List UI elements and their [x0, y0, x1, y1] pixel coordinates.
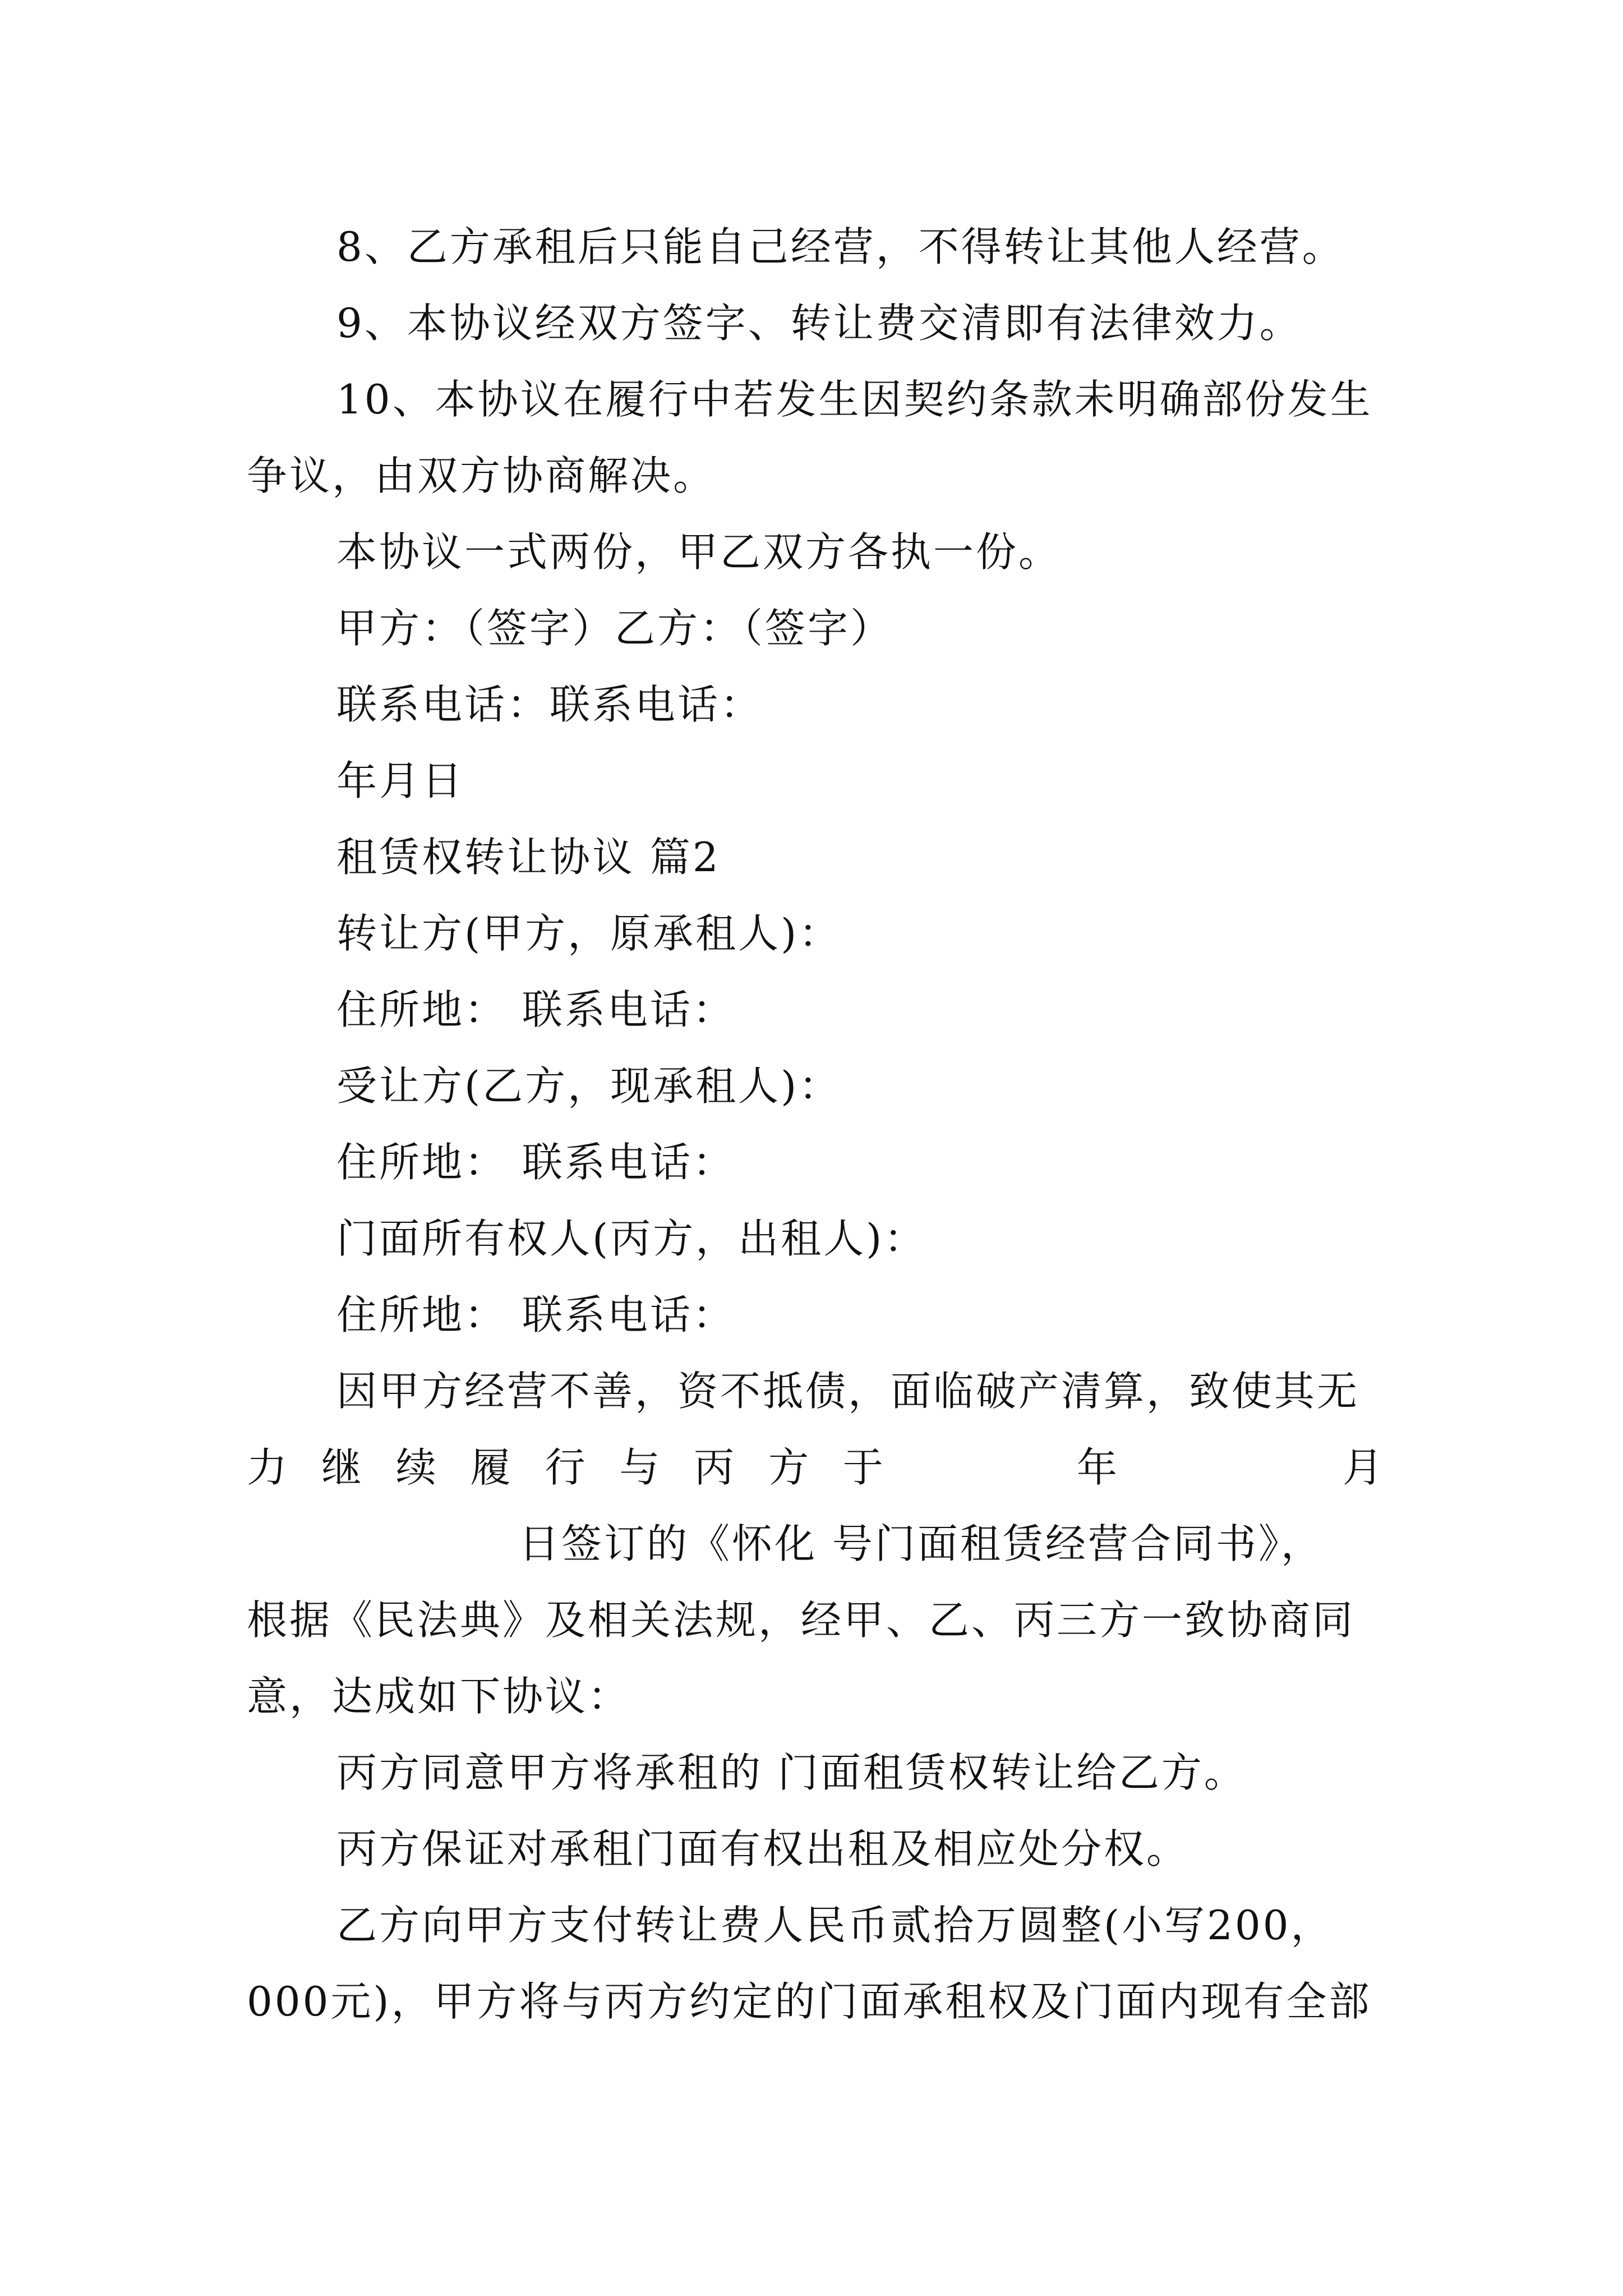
- char: 履: [470, 1444, 513, 1491]
- char: 丙: [694, 1444, 737, 1491]
- char: 与: [619, 1444, 662, 1491]
- char: 力: [247, 1444, 290, 1491]
- copies-statement: 本协议一式两份，甲乙双方各执一份。: [336, 528, 1062, 576]
- char: 月: [1342, 1444, 1385, 1491]
- article-2: 丙方保证对承租门面有权出租及相应处分权。: [336, 1825, 1189, 1872]
- preamble-line-1: 因甲方经营不善，资不抵债，面临破产清算，致使其无: [336, 1368, 1360, 1415]
- char: 行: [545, 1444, 588, 1491]
- clause-8: 8、乙方承租后只能自己经营，不得转让其他人经营。: [336, 223, 1345, 270]
- signature-line: 甲方：（签字）乙方：（签字）: [336, 605, 893, 652]
- date-line: 年月日: [336, 757, 465, 804]
- clause-10: 10、本协议在履行中若发生因契约条款未明确部份发生: [336, 376, 1373, 423]
- char: 方: [768, 1444, 811, 1491]
- clause-9: 9、本协议经双方签字、转让费交清即有法律效力。: [336, 300, 1302, 347]
- char: 于: [842, 1444, 886, 1491]
- preamble-line-4: 根据《民法典》及相关法规，经甲、乙、丙三方一致协商同: [247, 1596, 1355, 1644]
- char: 续: [395, 1444, 439, 1491]
- phone-line: 联系电话：联系电话：: [336, 681, 763, 728]
- char: 年: [1076, 1444, 1119, 1491]
- section-title: 租赁权转让协议 篇2: [336, 834, 721, 881]
- preamble-line-5: 意，达成如下协议：: [247, 1673, 631, 1720]
- party-c-line: 门面所有权人(丙方，出租人)：: [336, 1215, 927, 1262]
- article-1: 丙方同意甲方将承租的 门面租赁权转让给乙方。: [336, 1749, 1247, 1796]
- party-b-address-line: 住所地： 联系电话：: [336, 1139, 735, 1186]
- article-3-continued: 000元)，甲方将与丙方约定的门面承租权及门面内现有全部: [247, 1978, 1372, 2025]
- party-c-address-line: 住所地： 联系电话：: [336, 1291, 735, 1338]
- party-a-address-line: 住所地： 联系电话：: [336, 986, 735, 1033]
- preamble-line-3: 日签订的《怀化 号门面租赁经营合同书》，: [519, 1520, 1324, 1567]
- char: 继: [321, 1444, 364, 1491]
- party-a-line: 转让方(甲方，原承租人)：: [336, 910, 842, 957]
- clause-10-continued: 争议，由双方协商解决。: [247, 452, 716, 499]
- article-3: 乙方向甲方支付转让费人民币贰拾万圆整(小写200，: [336, 1902, 1334, 1949]
- preamble-line-2: [247, 1441, 1385, 1494]
- party-b-line: 受让方(乙方，现承租人)：: [336, 1062, 842, 1110]
